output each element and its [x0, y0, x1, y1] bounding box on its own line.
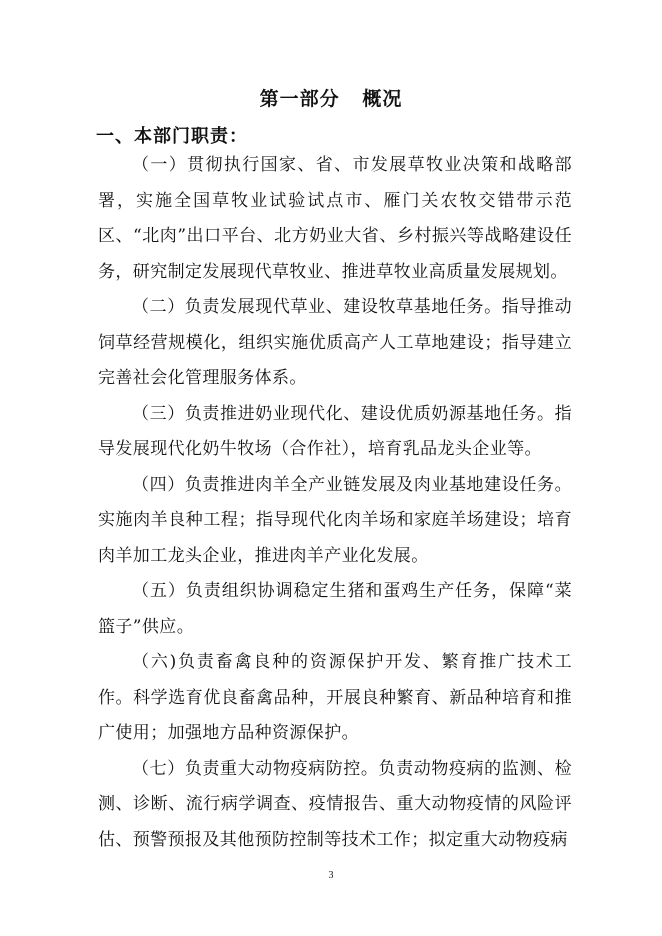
- paragraph-7: （七）负责重大动物疫病防控。负责动物疫病的监测、检测、诊断、流行病学调查、疫情报告、重大动物疫情的风险评估、预警预报及其他预防控制等技术工作；拟定重大动物疫病: [98, 758, 572, 850]
- paragraph-1: （一）贯彻执行国家、省、市发展草牧业决策和战略部署，实施全国草牧业试验试点市、雁门关农牧交错带示范区、“北肉”出口平台、北方奶业大省、乡村振兴等战略建设任务，研究制定发展现代草牧业、推进草牧业高质量发展规划。: [98, 155, 572, 282]
- page-number: 3: [328, 870, 334, 881]
- paragraph-6: （六)负责畜禽良种的资源保护开发、繁育推广技术工作。科学选育优良畜禽品种，开展良种繁育、新品种培育和推广使用；加强地方品种资源保护。: [98, 652, 572, 743]
- body-text: [98, 148, 572, 858]
- paragraph-4: （四）负责推进肉羊全产业链发展及肉业基地建设任务。实施肉羊良种工程；指导现代化肉羊场和家庭羊场建设；培育肉羊加工龙头企业，推进肉羊产业化发展。: [98, 474, 572, 566]
- paragraph-5: （五）负责组织协调稳定生猪和蛋鸡生产任务，保障“菜篮子”供应。: [98, 581, 572, 637]
- paragraph-3: （三）负责推进奶业现代化、建设优质奶源基地任务。指导发展现代化奶牛牧场（合作社），培育乳品龙头企业等。: [98, 403, 572, 459]
- part-title: 第一部分 概况: [259, 88, 403, 110]
- section-heading: 一、本部门职责：: [96, 126, 248, 147]
- paragraph-2: （二）负责发展现代草业、建设牧草基地任务。指导推动饲草经营规模化，组织实施优质高产人工草地建设；指导建立完善社会化管理服务体系。: [98, 297, 572, 388]
